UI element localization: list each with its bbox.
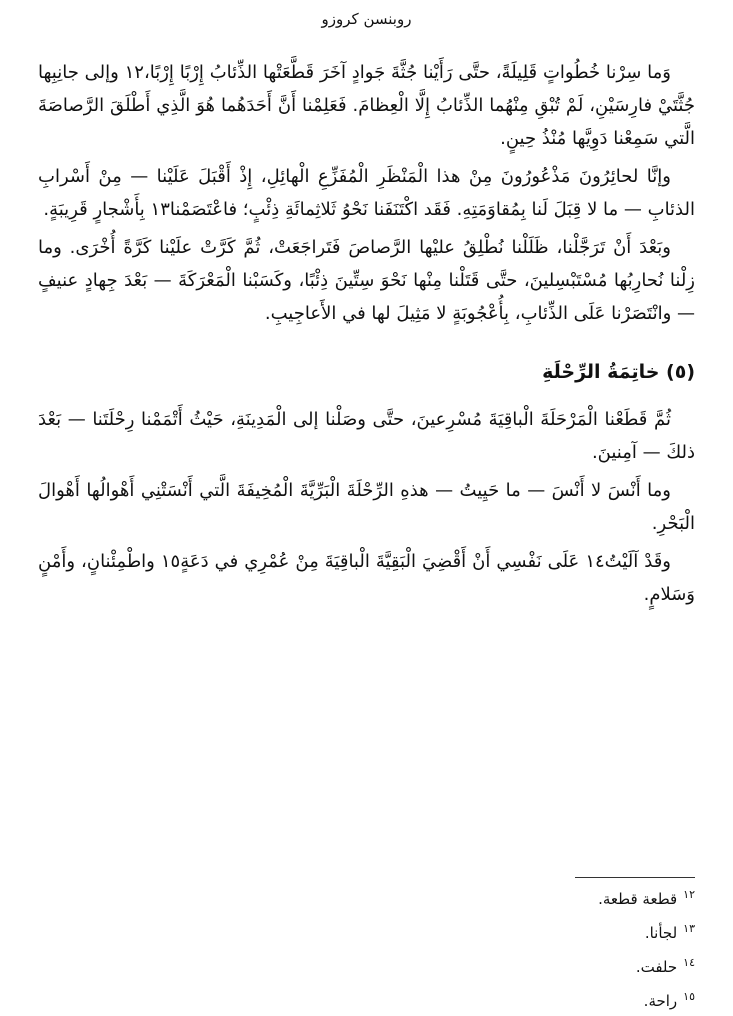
paragraph: وما أَنْسَ لا أَنْسَ — ما حَيِيتُ — هذهِ الرِّحْلَةَ الْبَرِّيَّةَ الْمُخِيفَةَ الَّتي أَنْسَتْنِي أَهْوالُها أَهْوالَ الْبَحْرِ. [38, 480, 695, 534]
paragraph: وقَدْ آلَيْتُ١٤ عَلَى نَفْسِي أَنْ أَقْضِيَ الْبَقِيَّةَ الْباقِيَةَ مِنْ عُمْرِي في دَعَةٍ١٥ واطْمِئْنانٍ، وأَمْنٍ وَسَلامٍ. [38, 551, 695, 605]
footnote [395, 880, 695, 914]
footnote-text: قطعة قطعة. [598, 890, 678, 908]
footnotes [395, 880, 695, 1016]
footnote-number: ١٤ [683, 956, 695, 969]
body-text [38, 56, 695, 616]
paragraph: وَما سِرْنا خُطُواتٍ قَلِيلَةً، حتَّى رَأَيْنا جُثَّةَ جَوادٍ آخَرَ قَطَّعَتْها الذِّئابُ إِرْبًا إِرْبًا،١٢ وإلى جانِبِها جُثَّتَيْ فارِسَيْنِ، لَمْ تُبْقِ مِنْهُما الذِّئابُ إِلَّا الْعِظامَ. فَعَلِمْنا أَنَّ أَحَدَهُما هُوَ الَّذِي أَطْلَقَ الرَّصاصَةَ الَّتي سَمِعْنا دَوِيَّها مُنْذُ حِينٍ. [38, 62, 695, 149]
footnote-text: لجأنا. [644, 924, 678, 942]
footnote-divider [575, 877, 695, 878]
footnote [395, 914, 695, 948]
footnote [395, 948, 695, 982]
section-title: (٥) خاتِمَةُ الرِّحْلَةِ [542, 361, 695, 383]
footnote-text: حلفت. [635, 958, 678, 976]
paragraph: ثُمَّ قَطَعْنا الْمَرْحَلَةَ الْباقِيَةَ مُسْرِعينَ، حتَّى وصَلْنا إلى الْمَدِينَةِ، حَيْثُ أَتْمَمْنا رِحْلَتَنا — بَعْدَ ذلكَ — آمِنينَ. [38, 409, 695, 463]
footnote-number: ١٥ [683, 990, 695, 1003]
running-header: روبنسن كروزو [321, 10, 412, 28]
footnote-text: راحة. [643, 992, 678, 1010]
paragraph: وإنَّا لحائِرُونَ مَذْعُورُونَ مِنْ هذا الْمَنْظَرِ الْمُفَزِّعِ الْهائِلِ، إِذْ أَقْبَلَ عَلَيْنا — مِنْ أَسْرابِ الذئابِ — ما لا قِبَلَ لَنا بِمُقاوَمَتِهِ. فَقَد اكْتَنَفَنا نَحْوُ ثَلاثِمائَةِ ذِئْبٍ؛ فاعْتَصَمْنا١٣ بِأَشْجارٍ قَرِيبَةٍ. [38, 166, 695, 220]
footnote-number: ١٣ [683, 922, 695, 935]
footnote-number: ١٢ [683, 888, 695, 901]
footnote [395, 982, 695, 1016]
paragraph: وبَعْدَ أَنْ تَرَجَّلْنا، ظَلَلْنا نُطْلِقُ عليْها الرَّصاصَ فَتَراجَعَتْ، ثُمَّ كَرَّتْ علَيْنا كَرَّةً أُخْرَى. وما زِلْنا نُحارِبُها مُسْتَبْسِلينَ، حتَّى قَتَلْنا مِنْها نَحْوَ سِتِّينَ ذِئْبًا، وكَسَبْنا الْمَعْرَكَةَ — بَعْدَ جِهادٍ عنيفٍ — وانْتَصَرْنا عَلَى الذِّئابِ، بِأُعْجُوبَةٍ لا مَثِيلَ لها في الأَعاجِيبِ. [38, 237, 695, 324]
